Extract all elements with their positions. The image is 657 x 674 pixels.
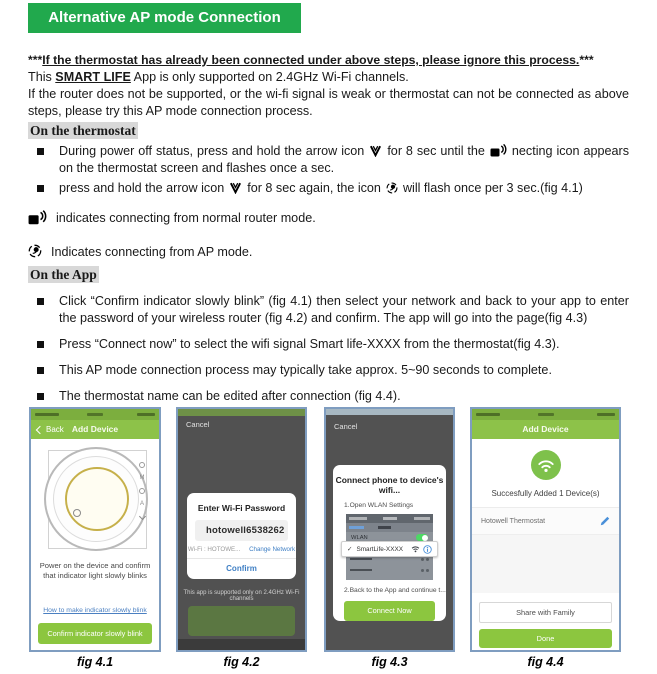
inner-nav-bar	[346, 523, 433, 532]
wlan-label: WLAN	[351, 534, 368, 541]
ap-icon-note: Indicates connecting from AP mode.	[28, 244, 629, 261]
share-with-family-button[interactable]: Share with Family	[479, 602, 612, 623]
connect-now-button[interactable]: Connect Now	[344, 601, 435, 621]
smartlife-network-row[interactable]	[341, 541, 438, 557]
smart-life-line: This SMART LIFE App is only supported on 2.4GHz Wi-Fi channels.	[28, 70, 409, 84]
instruction-text: Power on the device and confirm that indicator light slowly blinks	[39, 561, 151, 580]
bullet-square-icon	[37, 393, 44, 400]
app-bullet-4: The thermostat name can be edited after connection (fig 4.4).	[28, 388, 629, 405]
arrow-down-icon	[369, 145, 382, 157]
confirm-button[interactable]: Confirm	[226, 564, 257, 573]
screen-title: Add Device	[71, 424, 119, 434]
inner-status-bar	[346, 514, 433, 523]
bullet-square-icon	[37, 185, 44, 192]
bullet-square-icon	[37, 298, 44, 305]
help-link[interactable]: How to make indicator slowly blink	[43, 607, 147, 614]
wifi-icon	[537, 458, 555, 473]
fig-4-1-screenshot	[29, 407, 161, 652]
current-wifi-label: Wi-Fi : HOTOWE...	[187, 546, 241, 553]
dimmed-confirm-button	[188, 606, 295, 636]
check-icon: ✓	[347, 546, 353, 553]
wlan-toggle[interactable]	[416, 534, 428, 541]
fig-4-4-screenshot	[470, 407, 621, 652]
thermostat-bullet-2: press and hold the arrow icon for 8 sec again, the icon will flash once per 3 sec.(fig 4.1)	[28, 180, 629, 197]
fig-4-2-caption: fig 4.2	[223, 655, 260, 669]
bullet-square-icon	[37, 341, 44, 348]
fig-4-3-screenshot	[324, 407, 455, 652]
mode-button-label: M	[139, 475, 145, 481]
app-bullet-1: Click “Confirm indicator slowly blink” (fig 4.1) then select your network and back to your app to enter the password of your wireless router (fig 4.2) and confirm. The app will go into the page(fig 4.3)	[28, 293, 629, 327]
fig-4-1-caption: fig 4.1	[76, 655, 114, 669]
thermostat-display	[65, 467, 129, 531]
arrow-down-icon	[229, 182, 242, 194]
router-connect-icon	[490, 144, 507, 157]
app-header	[31, 420, 159, 439]
section-title-banner	[28, 3, 301, 33]
warning-line: ***If the thermostat has already been connected under above steps, please ignore this process.***	[28, 53, 594, 67]
ap-mode-icon	[28, 244, 42, 258]
cancel-button[interactable]: Cancel	[334, 422, 358, 431]
bullet-square-icon	[37, 148, 44, 155]
auto-button-label: A	[139, 501, 144, 507]
wifi-icon	[411, 545, 420, 553]
app-bullet-2: Press “Connect now” to select the wifi signal Smart life-XXXX from the thermostat(fig 4.3).	[28, 336, 629, 353]
down-button-icon	[138, 513, 145, 520]
status-bar	[178, 409, 305, 416]
other-network-row	[350, 566, 429, 574]
password-value: hotowell6538262	[206, 525, 285, 536]
wlan-settings-screenshot	[346, 514, 433, 580]
indicator-light	[73, 509, 81, 517]
back-button[interactable]: Back	[37, 420, 64, 439]
router-note-line: If the router does not be supported, or the wi-fi signal is weak or thermostat can not be connected as above steps, please try this AP mode connection process.	[28, 87, 629, 118]
fig-4-3-caption: fig 4.3	[371, 655, 408, 669]
screen-title: Add Device	[522, 424, 569, 434]
status-bar	[326, 409, 453, 415]
bullet-square-icon	[37, 367, 44, 374]
done-button[interactable]: Done	[479, 629, 612, 648]
dialog-title: Connect phone to device's wifi...	[335, 475, 444, 495]
instructions	[28, 52, 629, 405]
router-connect-icon	[28, 210, 47, 225]
edit-pencil-icon[interactable]	[600, 516, 610, 526]
fig-4-2-screenshot	[176, 407, 307, 652]
app-bullet-3: This AP mode connection process may typically take approx. 5~90 seconds to complete.	[28, 362, 629, 379]
network-name: SmartLife-XXXX	[356, 545, 403, 553]
ap-mode-icon	[386, 182, 398, 194]
change-network-link[interactable]: Change Network	[249, 546, 296, 553]
power-button-icon	[139, 462, 145, 468]
page-title: Alternative AP mode Connection	[48, 9, 281, 26]
router-icon-note: indicates connecting from normal router mode.	[28, 210, 629, 227]
success-circle	[531, 450, 561, 480]
cancel-button[interactable]: Cancel	[186, 420, 210, 429]
thermostat-buttons	[139, 462, 145, 519]
thermostat-bullet-1: During power off status, press and hold the arrow icon for 8 sec until the necting icon appears on the thermostat screen and flashes once a sec.	[28, 143, 629, 177]
device-list-area	[472, 535, 619, 593]
step-2-text: 2.Back to the App and continue t...	[344, 587, 446, 594]
heading-on-thermostat: On the thermostat	[30, 123, 136, 138]
status-bar	[472, 409, 619, 420]
info-icon[interactable]	[423, 545, 432, 554]
connect-device-dialog	[333, 465, 446, 621]
wifi-password-dialog	[187, 493, 296, 579]
wifi-channel-note: This app is supported only on 2.4GHz Wi-Fi channels	[183, 590, 300, 602]
fig-4-4-caption: fig 4.4	[527, 655, 564, 669]
up-button-icon	[139, 488, 145, 494]
step-1-text: 1.Open WLAN Settings	[344, 502, 414, 509]
bottom-strip	[178, 639, 305, 650]
dialog-title: Enter Wi-Fi Password	[197, 503, 286, 513]
thermostat-illustration	[31, 445, 159, 557]
app-header	[472, 420, 619, 439]
confirm-blink-button[interactable]: Confirm indicator slowly blink	[38, 623, 152, 644]
status-bar	[31, 409, 159, 420]
success-message: Succesfully Added 1 Device(s)	[491, 489, 600, 498]
device-name: Hotowell Thermostat	[481, 517, 546, 525]
password-input[interactable]	[195, 520, 288, 541]
app-name: SMART LIFE	[55, 70, 131, 84]
heading-on-app: On the App	[30, 267, 97, 282]
device-row	[472, 508, 619, 535]
